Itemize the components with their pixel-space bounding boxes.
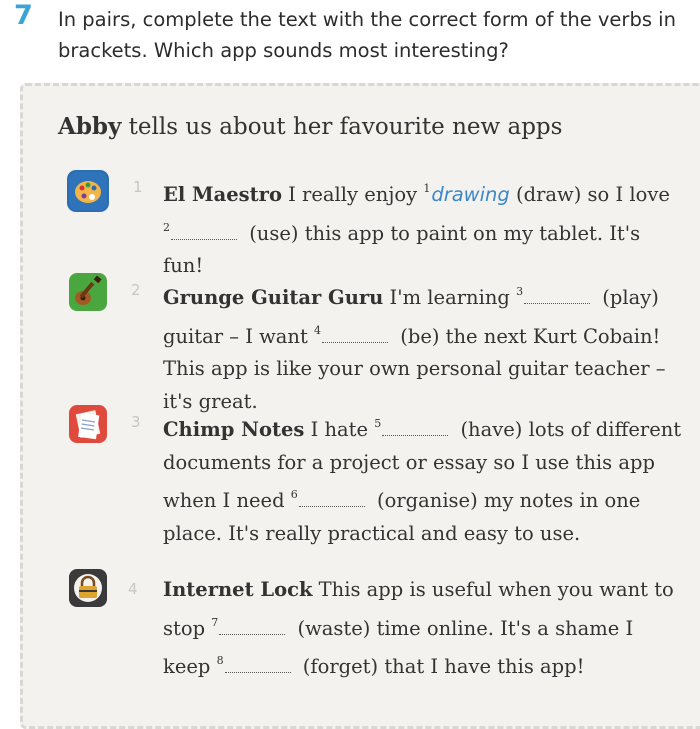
gap-number: 8 [216, 654, 224, 667]
answer-blank[interactable] [225, 658, 291, 673]
heading-name: Abby [58, 113, 122, 140]
item-number: 1 [133, 178, 143, 196]
item-text [163, 173, 683, 283]
gap-number: 3 [516, 285, 524, 298]
text-segment: (use) this app to paint on my tablet. It's fun! [163, 221, 641, 277]
notes-icon [67, 403, 109, 445]
item-text [163, 408, 683, 550]
text-segment: (waste) time online. It's a shame I keep [163, 616, 634, 678]
gap-number: 4 [314, 323, 322, 337]
text-segment: (draw) so I love [509, 183, 670, 206]
example-answer: drawing [431, 183, 510, 206]
panel-heading [58, 113, 562, 140]
item-number: 2 [131, 281, 141, 299]
item-text [163, 276, 683, 418]
gap-number: 6 [290, 488, 298, 501]
text-segment: This app is useful when you want to stop [163, 578, 674, 640]
answer-blank[interactable] [322, 328, 388, 343]
text-segment: (play) guitar – I want [163, 286, 659, 348]
item-text [163, 574, 683, 684]
answer-blank[interactable] [382, 421, 448, 436]
text-segment: (be) the next Kurt Cobain! This app is like your own personal guitar teacher – it's great. [163, 324, 666, 413]
text-segment: I hate [304, 418, 375, 441]
text-segment: (organise) my notes in one place. It's really practical and easy to use. [163, 489, 641, 545]
heading-rest: tells us about her favourite new apps [121, 114, 563, 140]
app-name: El Maestro [163, 183, 282, 206]
gap-number: 2 [163, 220, 170, 234]
lock-icon [67, 567, 109, 609]
app-name: Internet Lock [163, 578, 313, 601]
gap-number: 7 [211, 615, 219, 629]
answer-blank[interactable] [299, 492, 365, 507]
answer-blank[interactable] [171, 225, 237, 240]
instruction-text: In pairs, complete the text with the correct form of the verbs in brackets. Which app sounds most interesting? [58, 8, 676, 62]
palette-icon [67, 170, 109, 212]
item-number: 3 [131, 413, 141, 431]
answer-blank[interactable] [524, 289, 590, 304]
gap-number: 1 [423, 182, 431, 195]
text-segment: I'm learning [383, 286, 517, 309]
text-segment: (have) lots of different documents for a project or essay so I use this app when I need [163, 418, 682, 512]
app-name: Chimp Notes [163, 418, 305, 441]
text-segment: I really enjoy [281, 183, 424, 206]
item-number: 4 [128, 580, 138, 598]
guitar-icon [67, 271, 109, 313]
text-segment: (forget) that I have this app! [296, 655, 585, 678]
exercise-number: 7 [14, 0, 33, 31]
answer-blank[interactable] [219, 620, 285, 635]
gap-number: 5 [374, 417, 382, 430]
app-name: Grunge Guitar Guru [163, 286, 384, 309]
